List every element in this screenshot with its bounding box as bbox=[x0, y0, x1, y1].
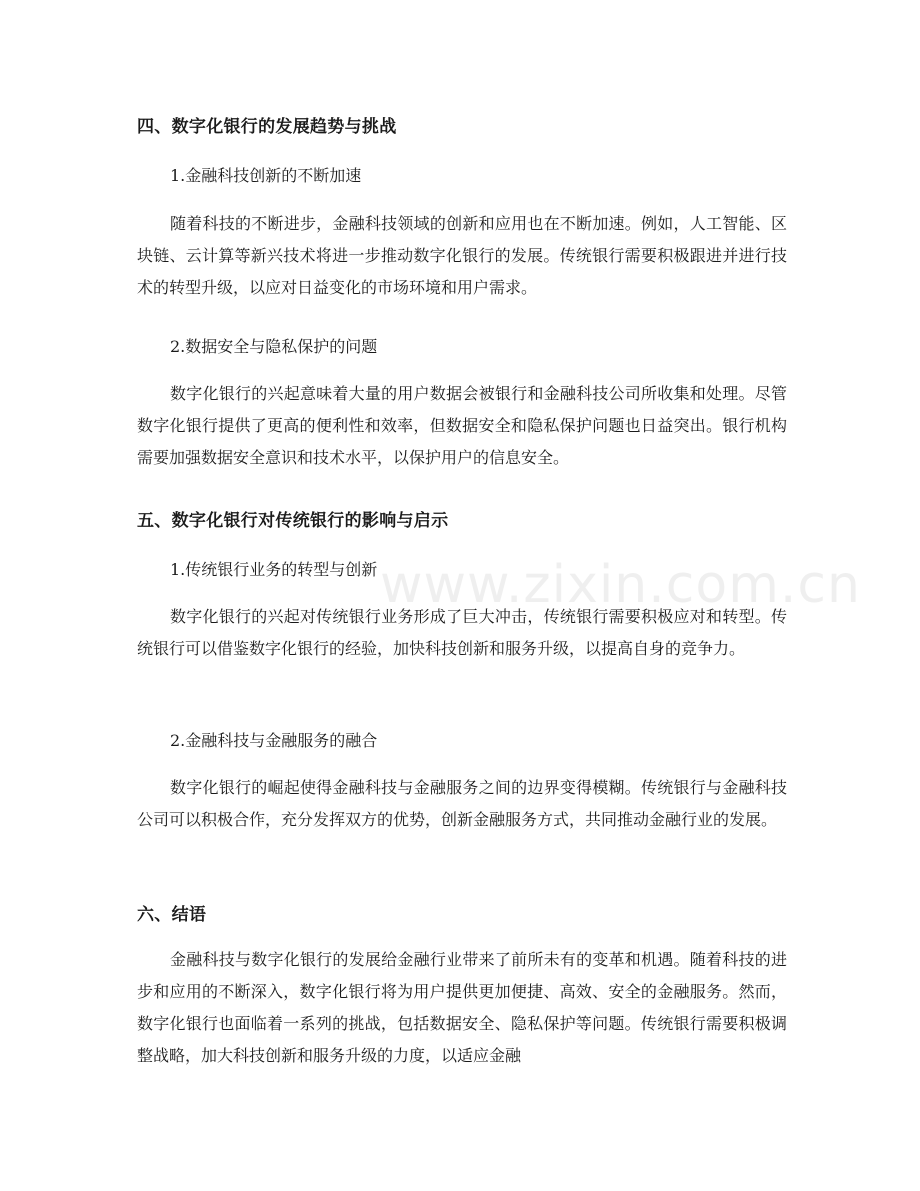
subheading-5-2: 2.金融科技与金融服务的融合 bbox=[170, 731, 378, 750]
subheading-5-1: 1.传统银行业务的转型与创新 bbox=[170, 560, 378, 579]
subheading-4-2: 2.数据安全与隐私保护的问题 bbox=[170, 337, 378, 356]
subheading-4-1: 1.金融科技创新的不断加速 bbox=[170, 166, 362, 185]
paragraph-5-2: 数字化银行的崛起使得金融科技与金融服务之间的边界变得模糊。传统银行与金融科技公司可以积极合作，充分发挥双方的优势，创新金融服务方式，共同推动金融行业的发展。 bbox=[137, 778, 787, 829]
paragraph-4-2: 数字化银行的兴起意味着大量的用户数据会被银行和金融科技公司所收集和处理。尽管数字化银行提供了更高的便利性和效率，但数据安全和隐私保护问题也日益突出。银行机构需要加强数据安全意识和技术水平，以保护用户的信息安全。 bbox=[137, 384, 787, 467]
paragraph-5-1: 数字化银行的兴起对传统银行业务形成了巨大冲击，传统银行需要积极应对和转型。传统银行可以借鉴数字化银行的经验，加快科技创新和服务升级，以提高自身的竞争力。 bbox=[137, 607, 787, 658]
paragraph-4-1: 随着科技的不断进步，金融科技领域的创新和应用也在不断加速。例如，人工智能、区块链、云计算等新兴技术将进一步推动数字化银行的发展。传统银行需要积极跟进并进行技术的转型升级，以应对日益变化的市场环境和用户需求。 bbox=[137, 214, 787, 297]
section-heading-4: 四、数字化银行的发展趋势与挑战 bbox=[137, 117, 397, 137]
section-heading-6: 六、结语 bbox=[137, 905, 207, 925]
paragraph-6: 金融科技与数字化银行的发展给金融行业带来了前所未有的变革和机遇。随着科技的进步和应用的不断深入，数字化银行将为用户提供更加便捷、高效、安全的金融服务。然而，数字化银行也面临着一系列的挑战，包括数据安全、隐私保护等问题。传统银行需要积极调整战略，加大科技创新和服务升级的力度，以适应金融 bbox=[137, 950, 787, 1065]
watermark: www.zixin.com.cn bbox=[380, 555, 861, 615]
section-heading-5: 五、数字化银行对传统银行的影响与启示 bbox=[137, 511, 449, 531]
